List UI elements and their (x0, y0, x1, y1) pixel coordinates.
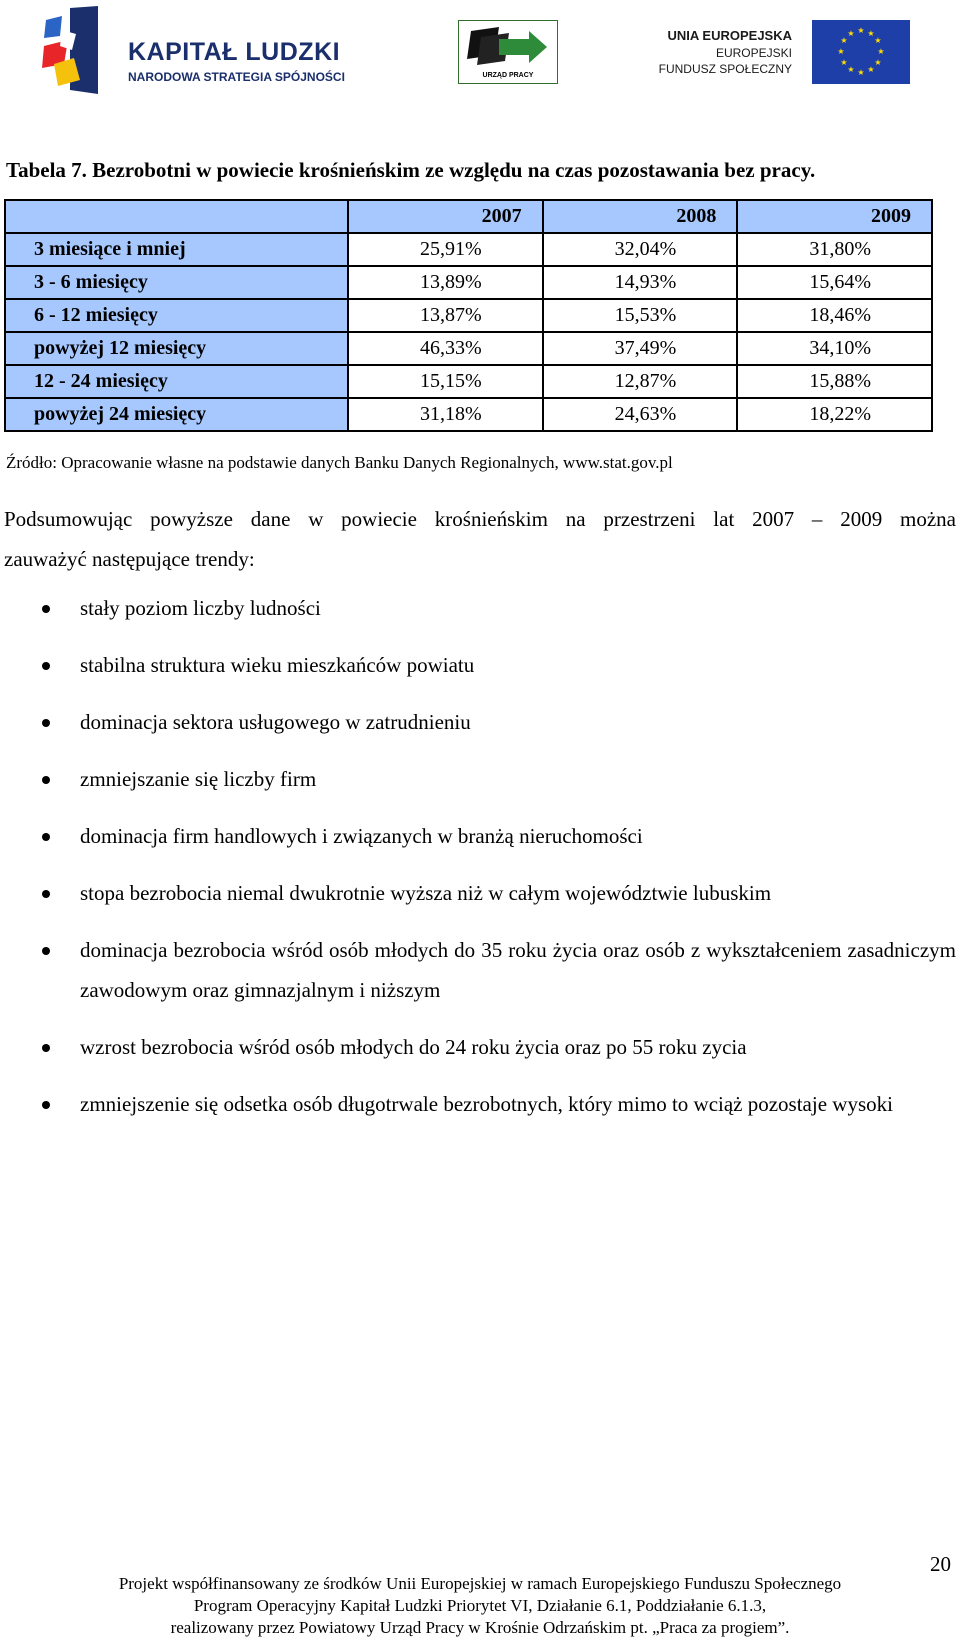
summary-line-1: Podsumowując powyższe dane w powiecie krośnieńskim na przestrzeni lat 2007 – 2009 można (4, 507, 956, 531)
urzad-pracy-label: URZĄD PRACY (482, 72, 534, 79)
table-cell: 37,49% (543, 332, 738, 365)
bullet-icon (42, 662, 50, 670)
table-source-note: Źródło: Opracowanie własne na podstawie danych Banku Danych Regionalnych, www.stat.gov.pl (6, 453, 673, 472)
table-cell: 34,10% (737, 332, 932, 365)
bullet-icon (42, 776, 50, 784)
header-logos (0, 0, 960, 110)
svg-text:★: ★ (874, 36, 882, 45)
list-item: zmniejszenie się odsetka osób długotrwale bezrobotnych, który mimo to wciąż pozostaje wysoki (0, 1084, 956, 1124)
table-row (5, 266, 932, 299)
trends-list (0, 588, 956, 1141)
list-item: wzrost bezrobocia wśród osób młodych do 24 roku życia oraz po 55 roku zycia (0, 1027, 956, 1067)
bullet-icon (42, 1044, 50, 1052)
row-label: 12 - 24 miesięcy (5, 365, 348, 398)
summary-line-2: zauważyć następujące trendy: (4, 547, 255, 571)
svg-text:★: ★ (840, 36, 848, 45)
list-item: dominacja firm handlowych i związanych w branżą nieruchomości (0, 816, 956, 856)
table-caption: Tabela 7. Bezrobotni w powiecie krośnieńskim ze względu na czas pozostawania bez pracy. (6, 158, 816, 182)
svg-text:★: ★ (877, 47, 885, 56)
table-header-year: 2008 (543, 200, 738, 233)
table-row (5, 233, 932, 266)
eu-title: UNIA EUROPEJSKA (667, 28, 792, 43)
kapital-ludzki-title: KAPITAŁ LUDZKI (128, 38, 341, 66)
table-cell: 13,87% (348, 299, 543, 332)
bullet-icon (42, 833, 50, 841)
kapital-ludzki-logo (40, 6, 360, 98)
table-cell: 18,46% (737, 299, 932, 332)
eu-subtitle-2: FUNDUSZ SPOŁECZNY (658, 62, 792, 76)
table-header-blank (5, 200, 348, 233)
svg-text:★: ★ (857, 68, 865, 77)
page-number: 20 (930, 1552, 951, 1576)
row-label: 3 - 6 miesięcy (5, 266, 348, 299)
svg-text:★: ★ (847, 29, 855, 38)
table-cell: 15,15% (348, 365, 543, 398)
bullet-icon (42, 719, 50, 727)
table-header-row (5, 200, 932, 233)
bullet-icon (42, 947, 50, 955)
table-cell: 46,33% (348, 332, 543, 365)
table-cell: 24,63% (543, 398, 738, 431)
row-label: 3 miesiące i mniej (5, 233, 348, 266)
svg-text:★: ★ (867, 65, 875, 74)
urzad-pracy-logo (458, 20, 558, 84)
table-cell: 15,88% (737, 365, 932, 398)
row-label: 6 - 12 miesięcy (5, 299, 348, 332)
kapital-ludzki-emblem-icon (40, 6, 120, 98)
table-header-year: 2009 (737, 200, 932, 233)
table-cell: 31,18% (348, 398, 543, 431)
svg-text:★: ★ (837, 47, 845, 56)
eu-flag-icon (812, 20, 910, 84)
bullet-icon (42, 605, 50, 613)
footer-line-2: Program Operacyjny Kapitał Ludzki Priorytet VI, Działanie 6.1, Poddziałanie 6.1.3, (193, 1596, 767, 1615)
summary-paragraph (4, 499, 956, 579)
table-row (5, 332, 932, 365)
urzad-pracy-arrow-icon (459, 21, 555, 69)
row-label: powyżej 24 miesięcy (5, 398, 348, 431)
table-cell: 14,93% (543, 266, 738, 299)
table-cell: 15,53% (543, 299, 738, 332)
table-cell: 18,22% (737, 398, 932, 431)
table-cell: 13,89% (348, 266, 543, 299)
kapital-ludzki-subtitle: NARODOWA STRATEGIA SPÓJNOŚCI (128, 70, 345, 84)
svg-text:★: ★ (840, 58, 848, 67)
table-cell: 15,64% (737, 266, 932, 299)
list-item: stopa bezrobocia niemal dwukrotnie wyższa niż w całym województwie lubuskim (0, 873, 956, 913)
eu-subtitle-1: EUROPEJSKI (715, 46, 792, 60)
table-row (5, 398, 932, 431)
row-label: powyżej 12 miesięcy (5, 332, 348, 365)
table-cell: 25,91% (348, 233, 543, 266)
table-cell: 31,80% (737, 233, 932, 266)
bullet-icon (42, 1101, 50, 1109)
footer-line-3: realizowany przez Powiatowy Urząd Pracy w Krośnie Odrzańskim pt. „Praca za progiem”. (170, 1618, 790, 1637)
list-item: stały poziom liczby ludności (0, 588, 956, 628)
page-footer (0, 1573, 960, 1639)
footer-line-1: Projekt współfinansowany ze środków Unii Europejskiej w ramach Europejskiego Funduszu Społecznego (118, 1574, 842, 1593)
list-item: dominacja sektora usługowego w zatrudnieniu (0, 702, 956, 742)
list-item: zmniejszanie się liczby firm (0, 759, 956, 799)
table-cell: 32,04% (543, 233, 738, 266)
table-header-year: 2007 (348, 200, 543, 233)
bullet-icon (42, 890, 50, 898)
table-row (5, 365, 932, 398)
list-item: dominacja bezrobocia wśród osób młodych do 35 roku życia oraz osób z wykształceniem zasadniczym zawodowym oraz gimnazjalnym i niższym (0, 930, 956, 1010)
list-item: stabilna struktura wieku mieszkańców powiatu (0, 645, 956, 685)
svg-text:★: ★ (867, 29, 875, 38)
table-row (5, 299, 932, 332)
svg-text:★: ★ (874, 58, 882, 67)
svg-text:★: ★ (847, 65, 855, 74)
table-cell: 12,87% (543, 365, 738, 398)
unemployment-duration-table (4, 199, 933, 432)
svg-text:★: ★ (857, 26, 865, 35)
eu-logo (660, 20, 910, 84)
